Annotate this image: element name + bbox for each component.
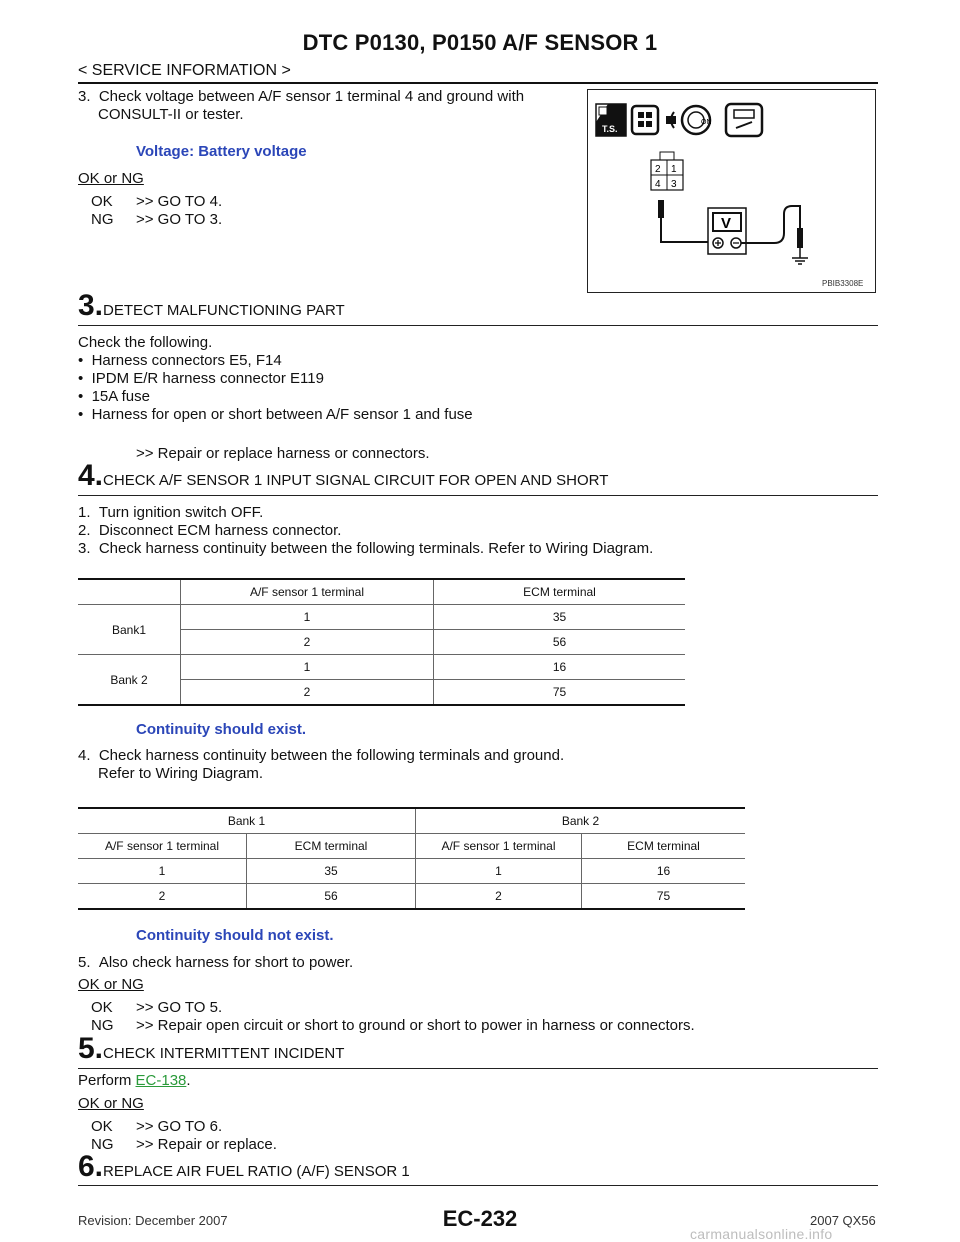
bank-2-header: Bank 2 [416, 808, 746, 834]
ok-label: OK [91, 1118, 113, 1135]
table-header-row [78, 579, 685, 605]
bank-1-label: Bank1 [78, 605, 181, 655]
step-4-heading [78, 461, 608, 491]
step-4-item-4: 4. Check harness continuity between the following terminals and ground. [78, 747, 565, 764]
header-rule [78, 82, 878, 84]
step-4-item-5: 5. Also check harness for short to power. [78, 954, 354, 971]
figure-code: PBIB3308E [822, 279, 864, 288]
step-4-number: 4. [78, 459, 104, 492]
step-5-number: 5. [78, 1032, 104, 1065]
step-3-heading [78, 291, 345, 321]
section-label: < SERVICE INFORMATION > [78, 62, 291, 79]
ng-result: >> Repair or replace. [136, 1136, 277, 1153]
probe-lead [658, 200, 664, 218]
step-6-number: 6. [78, 1150, 104, 1183]
table-cell: 1 [78, 859, 247, 884]
ok-result: >> GO TO 6. [136, 1118, 223, 1135]
table-cell: 75 [582, 884, 746, 910]
step-3-item-2: • IPDM E/R harness connector E119 [78, 370, 324, 387]
ec-138-link[interactable]: EC-138 [135, 1072, 187, 1089]
table-cell: 1 [416, 859, 582, 884]
spec-continuity-not-exist: Continuity should not exist. [136, 927, 334, 944]
connector-icon [632, 106, 658, 134]
ok-ng-label: OK or NG [78, 1095, 144, 1112]
step-3-number: 3. [78, 289, 104, 322]
table-header-cell: ECM terminal [247, 834, 416, 859]
table-header-row [78, 834, 745, 859]
step-3-action: >> Repair or replace harness or connectors. [136, 445, 430, 462]
svg-text:4: 4 [655, 179, 661, 190]
model-year: 2007 QX56 [810, 1213, 876, 1228]
tester-icon [726, 104, 762, 136]
page-title: DTC P0130, P0150 A/F SENSOR 1 [302, 30, 658, 55]
revision-date: Revision: December 2007 [78, 1213, 228, 1228]
svg-text:ON: ON [701, 119, 712, 126]
bank-2-label: Bank 2 [78, 655, 181, 706]
table-cell: 16 [582, 859, 746, 884]
step-3-rule [78, 325, 878, 326]
ok-ng-label: OK or NG [78, 976, 144, 993]
continuity-table-2 [78, 807, 745, 910]
ng-result: >> Repair open circuit or short to ground or short to power in harness or connectors. [136, 1017, 695, 1034]
ng-label: NG [91, 1136, 114, 1153]
table-row [78, 859, 745, 884]
table-row [78, 655, 685, 680]
table-cell: 2 [78, 884, 247, 910]
table-row [78, 605, 685, 630]
table-header-cell: A/F sensor 1 terminal [78, 834, 247, 859]
perform-line [78, 1072, 191, 1090]
bank-1-header: Bank 1 [78, 808, 416, 834]
step-3-title: DETECT MALFUNCTIONING PART [103, 302, 345, 319]
step-3-item-4: • Harness for open or short between A/F sensor 1 and fuse [78, 406, 473, 423]
period-text: . [186, 1072, 191, 1089]
table-header-cell: A/F sensor 1 terminal [416, 834, 582, 859]
wire-negative [741, 206, 800, 243]
table-cell: 2 [416, 884, 582, 910]
table-cell: 1 [181, 605, 434, 630]
continuity-table-1 [78, 578, 685, 706]
step-3-item-3: • 15A fuse [78, 388, 150, 405]
step-4-item-1: 1. Turn ignition switch OFF. [78, 504, 264, 521]
table-cell: 56 [434, 630, 686, 655]
table-cell: 75 [434, 680, 686, 706]
step-6-title: REPLACE AIR FUEL RATIO (A/F) SENSOR 1 [103, 1163, 410, 1180]
ignition-on-icon [666, 106, 712, 134]
step-4-item-2: 2. Disconnect ECM harness connector. [78, 522, 342, 539]
step-3-intro: Check the following. [78, 334, 213, 351]
ts-icon [596, 104, 626, 136]
table-header-cell: ECM terminal [582, 834, 746, 859]
svg-text:V: V [721, 215, 732, 232]
table-cell: 35 [434, 605, 686, 630]
voltmeter [708, 208, 746, 254]
wiring-diagram [588, 90, 874, 291]
header-af-terminal: A/F sensor 1 terminal [181, 579, 434, 605]
svg-text:3: 3 [671, 179, 677, 190]
sensor-connector [651, 152, 683, 190]
ok-result: >> GO TO 4. [136, 193, 223, 210]
step-5-title: CHECK INTERMITTENT INCIDENT [103, 1045, 345, 1062]
page-number: EC-232 [442, 1206, 518, 1231]
spec-voltage: Voltage: Battery voltage [136, 143, 307, 160]
ground-icon [792, 248, 808, 264]
instruction-3: 3. Check voltage between A/F sensor 1 terminal 4 and ground with [78, 88, 525, 105]
step-3-item-1: • Harness connectors E5, F14 [78, 352, 282, 369]
spec-continuity-exist: Continuity should exist. [136, 721, 307, 738]
ok-label: OK [91, 999, 113, 1016]
table-cell: 2 [181, 630, 434, 655]
ok-result: >> GO TO 5. [136, 999, 223, 1016]
table-bank-row [78, 808, 745, 834]
table-row [78, 884, 745, 910]
step-5-heading [78, 1034, 344, 1064]
ok-ng-label: OK or NG [78, 170, 144, 187]
table-cell: 1 [181, 655, 434, 680]
step-5-rule [78, 1068, 878, 1069]
table-cell: 35 [247, 859, 416, 884]
svg-text:2: 2 [655, 164, 661, 175]
svg-text:T.S.: T.S. [602, 124, 618, 134]
ng-label: NG [91, 211, 114, 228]
instruction-3-cont: CONSULT-II or tester. [98, 106, 244, 123]
step-4-title: CHECK A/F SENSOR 1 INPUT SIGNAL CIRCUIT FOR OPEN AND SHORT [103, 472, 609, 489]
step-4-item-4-cont: Refer to Wiring Diagram. [98, 765, 264, 782]
header-ecm-terminal: ECM terminal [434, 579, 686, 605]
watermark: carmanualsonline.info [690, 1226, 833, 1242]
step-6-rule [78, 1185, 878, 1186]
voltage-check-figure [587, 89, 876, 293]
table-cell: 16 [434, 655, 686, 680]
ok-label: OK [91, 193, 113, 210]
step-6-heading [78, 1152, 410, 1182]
step-4-item-3: 3. Check harness continuity between the following terminals. Refer to Wiring Diagram. [78, 540, 654, 557]
table-cell: 2 [181, 680, 434, 706]
ground-probe [797, 228, 803, 248]
perform-text: Perform [78, 1072, 136, 1089]
step-4-rule [78, 495, 878, 496]
svg-text:1: 1 [671, 164, 677, 175]
table-cell: 56 [247, 884, 416, 910]
ng-result: >> GO TO 3. [136, 211, 223, 228]
ng-label: NG [91, 1017, 114, 1034]
